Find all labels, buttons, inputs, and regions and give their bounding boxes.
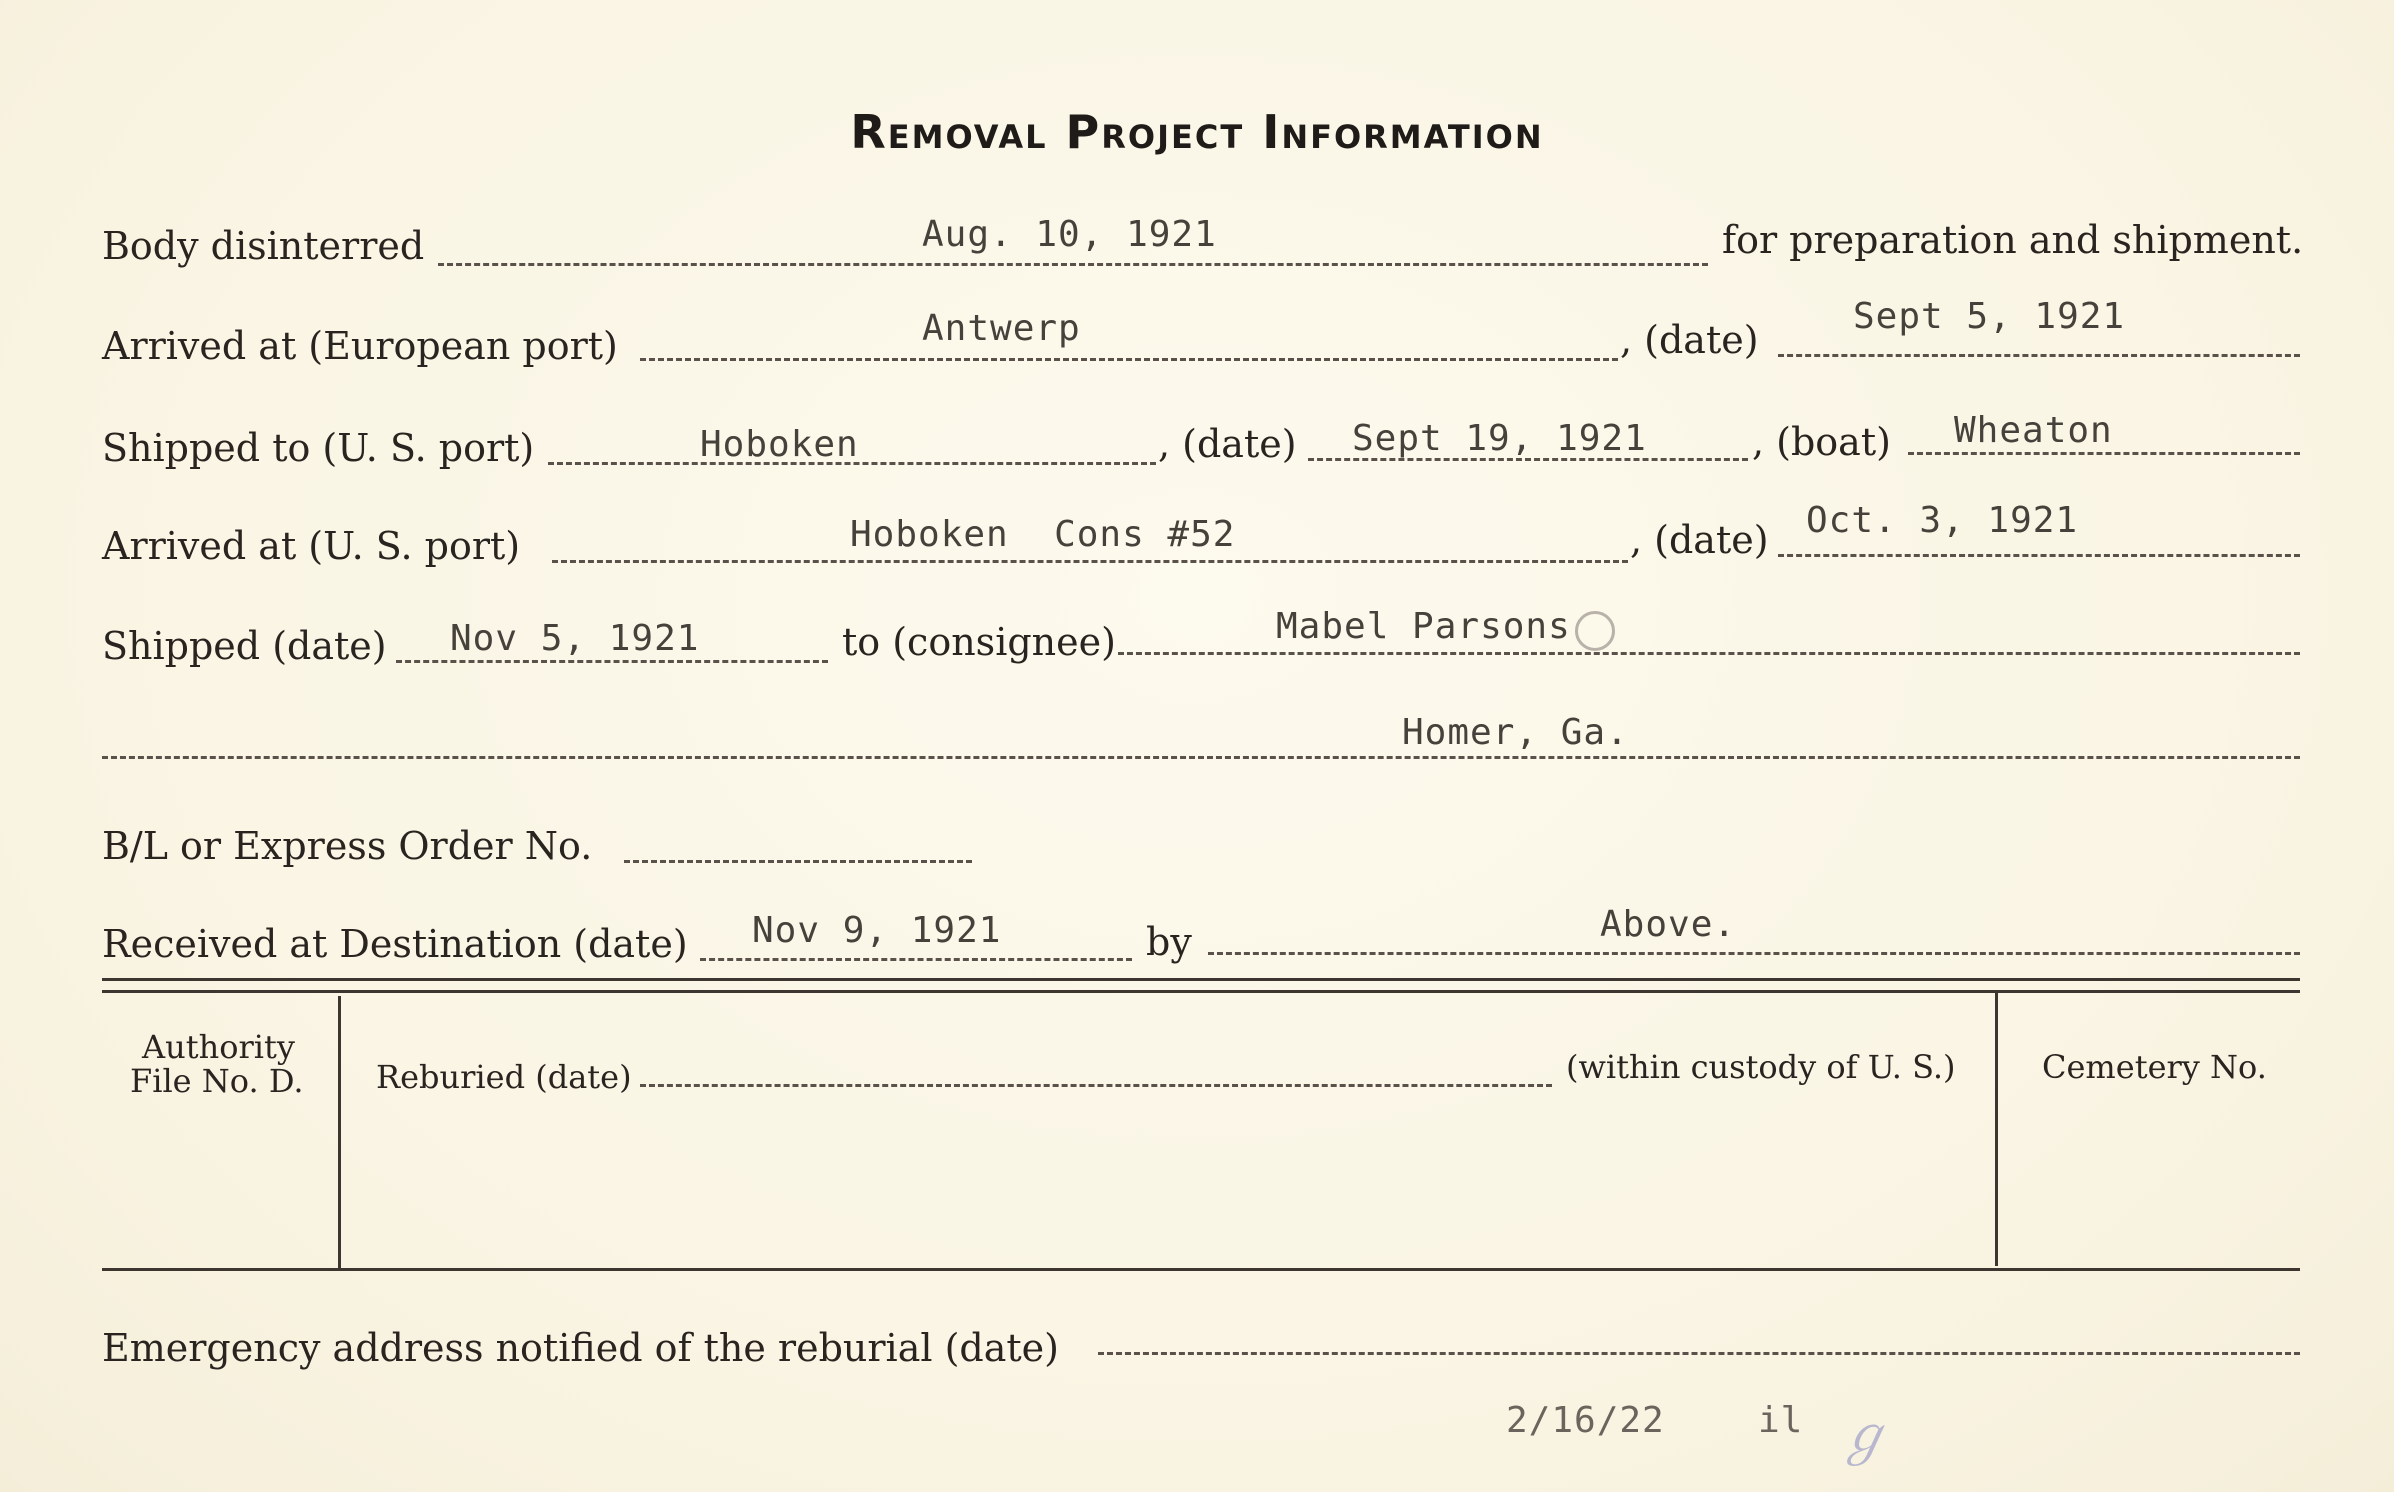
custody-label: (within custody of U. S.) [1566,1048,1956,1086]
us-port-value: Hoboken Cons #52 [850,514,1236,555]
address-field[interactable] [102,708,2300,759]
emergency-field[interactable] [1098,1304,2300,1355]
received-date-value: Nov 9, 1921 [752,910,1002,951]
received-label: Received at Destination (date) [102,922,688,966]
disinterred-value: Aug. 10, 1921 [922,214,1217,255]
us-port-date-value: Oct. 3, 1921 [1806,500,2079,541]
shipped-to-label: Shipped to (U. S. port) [102,426,535,470]
shipped-to-date-value: Sept 19, 1921 [1352,418,1647,459]
reburied-label: Reburied (date) [376,1058,632,1096]
shipped-to-date-label: , (date) [1158,422,1297,466]
us-port-label: Arrived at (U. S. port) [102,524,521,568]
double-rule-top [102,978,2300,981]
consignee-value: Mabel Parsons [1276,606,1571,647]
received-by-value: Above. [1600,904,1737,945]
received-by-field[interactable] [1208,904,2300,955]
shipped-to-boat-value: Wheaton [1954,410,2113,451]
euro-port-value: Antwerp [922,308,1081,349]
box-divider-right [1995,990,1998,1266]
shipped-to-value: Hoboken [700,424,859,465]
footer-stamp-date: 2/16/22 [1506,1400,1665,1441]
cemetery-label: Cemetery No. [2042,1048,2267,1086]
bl-label: B/L or Express Order No. [102,824,593,868]
card-title: Removal Project Information [850,105,1544,159]
emergency-label: Emergency address notified of the reburial (date) [102,1326,1059,1370]
authority-label-line2: File No. D. [130,1062,304,1100]
handwritten-initial-icon: ℊ [1838,1406,1891,1466]
double-rule-bottom [102,990,2300,993]
shipped-to-boat-label: , (boat) [1752,420,1891,464]
box-divider-left [338,996,341,1270]
bl-field[interactable] [624,812,972,863]
box-bottom-rule [102,1268,2300,1271]
reburied-field[interactable] [640,1038,1552,1087]
consignee-label: to (consignee) [842,620,1116,664]
shipped-date-value: Nov 5, 1921 [450,618,700,659]
footer-initials: il [1758,1400,1804,1441]
euro-port-date-value: Sept 5, 1921 [1853,296,2126,337]
stamp-mark-icon [1575,611,1615,651]
shipped-date-label: Shipped (date) [102,624,387,668]
us-port-date-label: , (date) [1630,518,1769,562]
disinterred-label: Body disinterred [102,224,425,268]
euro-port-date-label: , (date) [1620,318,1759,362]
euro-port-label: Arrived at (European port) [102,324,618,368]
disinterred-suffix: for preparation and shipment. [1722,218,2304,262]
authority-label-line1: Authority [142,1028,295,1066]
received-by-label: by [1146,920,1192,964]
address-value: Homer, Ga. [1402,712,1629,753]
euro-port-field[interactable] [640,310,1618,361]
